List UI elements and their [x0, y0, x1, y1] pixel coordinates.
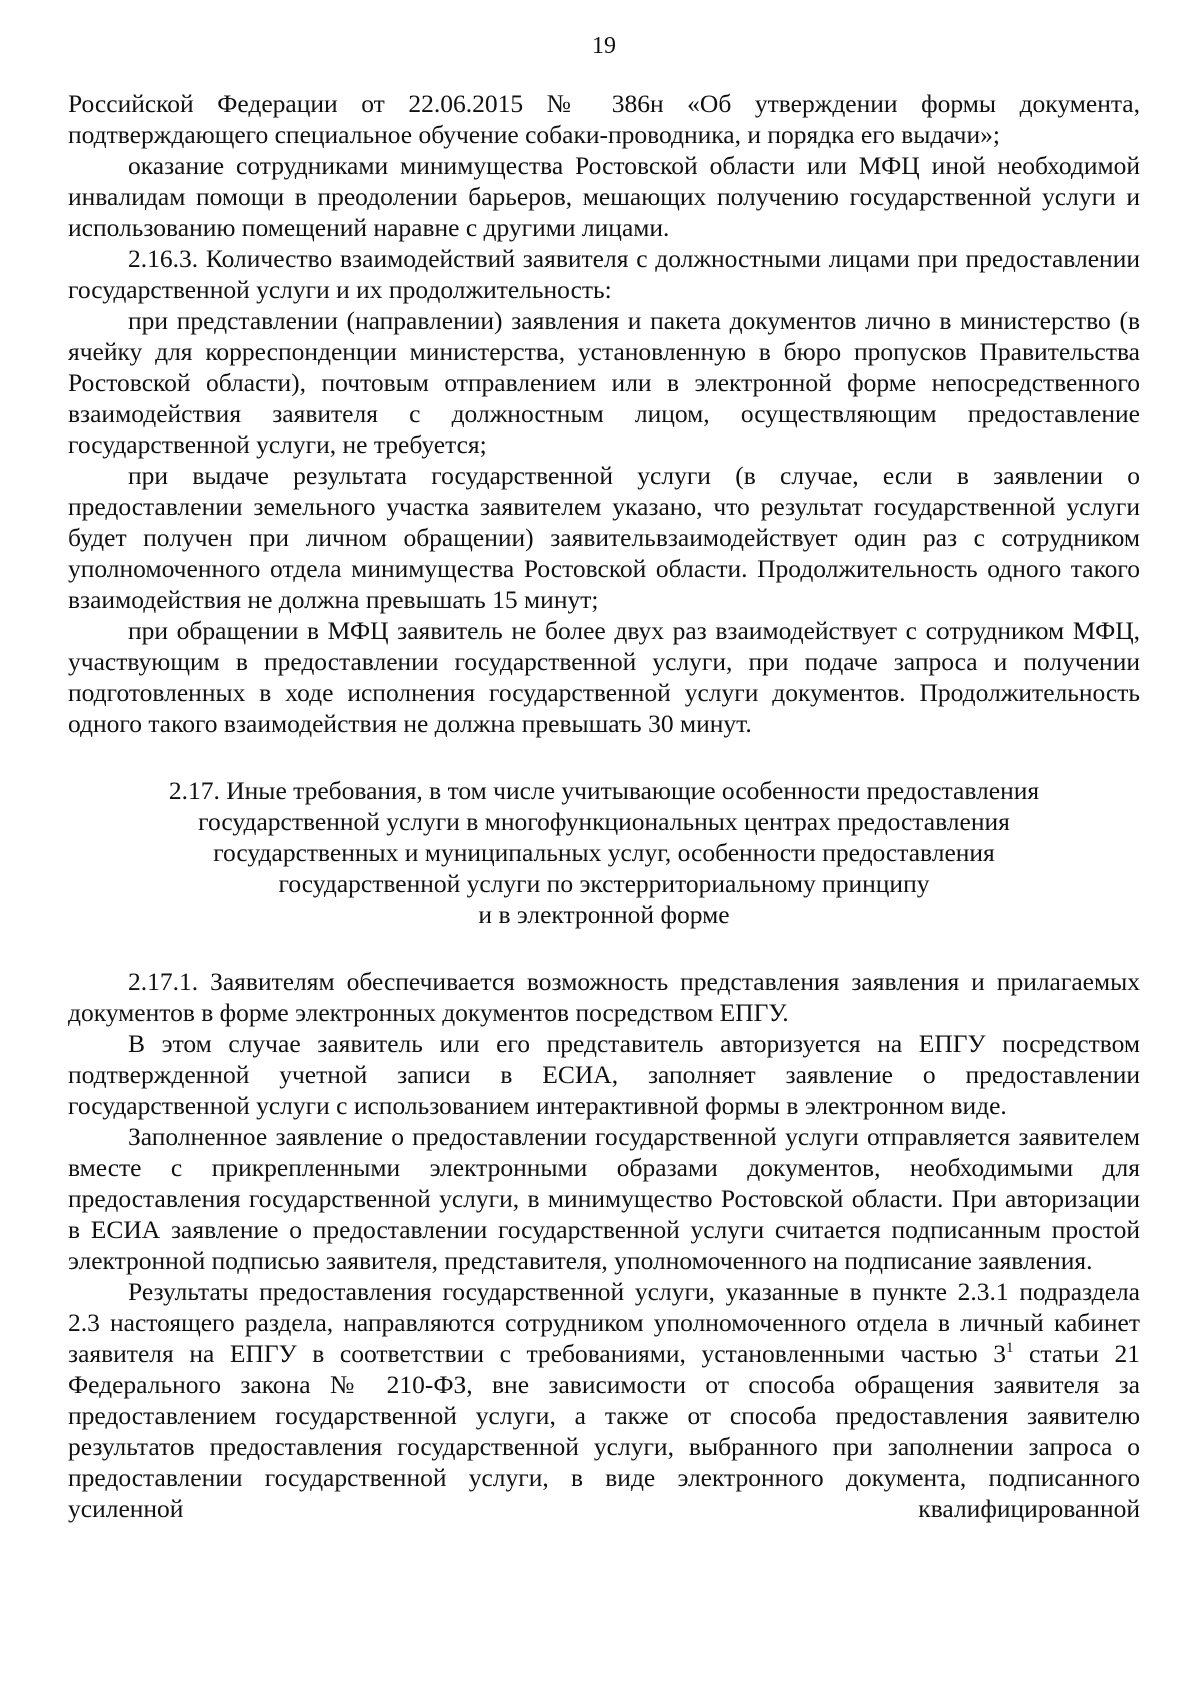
section-heading-2-17: [68, 775, 1140, 930]
section-heading-line: государственных и муниципальных услуг, особенности предоставления: [213, 838, 995, 867]
paragraph-continuation: Российской Федерации от 22.06.2015 № 386н «Об утверждении формы документа, подтверждающего специальное обучение собаки-проводника, и порядка его выдачи»;: [68, 89, 1140, 149]
paragraph-result-issuance: при выдаче результата государственной услуги (в случае, если в заявлении о предоставлении земельного участка заявителем указано, что результат государственной услуги будет получен при личном обращении) заявительвзаимодействует один раз с сотрудником уполномоченного отдела минимущества Ростовской области. Продолжительность одного такого взаимодействия не должна превышать 15 минут;: [68, 461, 1140, 614]
superscript-one: 1: [1005, 1340, 1014, 1356]
paragraph-results: [68, 1276, 1140, 1524]
paragraph-results-part2: статьи 21 Федерального закона № 210-ФЗ, вне зависимости от способа обращения заявителя за предоставлением государственной услуги, а также от способа предоставления заявителю результатов предоставления государственной услуги, выбранного при заполнении запроса о предоставлении государственной услуги, в виде электронного документа, подписанного усиленной квалифицированной: [68, 1339, 1140, 1523]
section-heading-line: 2.17. Иные требования, в том числе учитывающие особенности предоставления: [168, 776, 1040, 805]
paragraph-submission: при представлении (направлении) заявления и пакета документов лично в министерство (в ячейку для корреспонденции министерства, установленную в бюро пропусков Правительства Ростовской области), почтовым отправлением или в электронной форме непосредственного взаимодействия заявителя с должностным лицом, осуществляющим предоставление государственной услуги, не требуется;: [68, 306, 1140, 459]
page-number: 19: [592, 33, 616, 59]
paragraph-2-17-1: 2.17.1. Заявителям обеспечивается возможность представления заявления и прилагаемых документов в форме электронных документов посредством ЕПГУ.: [68, 967, 1140, 1027]
paragraph-2-16-3: 2.16.3. Количество взаимодействий заявителя с должностными лицами при предоставлении государственной услуги и их продолжительность:: [68, 244, 1140, 304]
document-page: [68, 30, 1140, 1524]
paragraph-results-part1: Результаты предоставления государственной услуги, указанные в пункте 2.3.1 подраздела 2.3 настоящего раздела, направляются сотрудником уполномоченного отдела в личный кабинет заявителя на ЕПГУ в соответствии с требованиями, установленными частью 3: [68, 1277, 1140, 1368]
paragraph-authorization: В этом случае заявитель или его представитель авторизуется на ЕПГУ посредством подтвержденной учетной записи в ЕСИА, заполняет заявление о предоставлении государственной услуги с использованием интерактивной формы в электронном виде.: [68, 1029, 1140, 1120]
paragraph-mfc-interaction: при обращении в МФЦ заявитель не более двух раз взаимодействует с сотрудником МФЦ, участвующим в предоставлении государственной услуги, при подаче запроса и получении подготовленных в ходе исполнения государственной услуги документов. Продолжительность одного такого взаимодействия не должна превышать 30 минут.: [68, 616, 1140, 738]
paragraph-filled-application: Заполненное заявление о предоставлении государственной услуги отправляется заявителем вместе с прикрепленными электронными образами документов, необходимыми для предоставления государственной услуги, в минимущество Ростовской области. При авторизации в ЕСИА заявление о предоставлении государственной услуги считается подписанным простой электронной подписью заявителя, представителя, уполномоченного на подписание заявления.: [68, 1122, 1140, 1275]
paragraph-assistance: оказание сотрудниками минимущества Ростовской области или МФЦ иной необходимой инвалидам помощи в преодолении барьеров, мешающих получению государственной услуги и использованию помещений наравне с другими лицами.: [68, 151, 1140, 242]
section-heading-line: и в электронной форме: [478, 900, 730, 929]
section-heading-line: государственной услуги в многофункциональных центрах предоставления: [198, 807, 1010, 836]
section-heading-line: государственной услуги по экстерриториальному принципу: [278, 869, 930, 898]
